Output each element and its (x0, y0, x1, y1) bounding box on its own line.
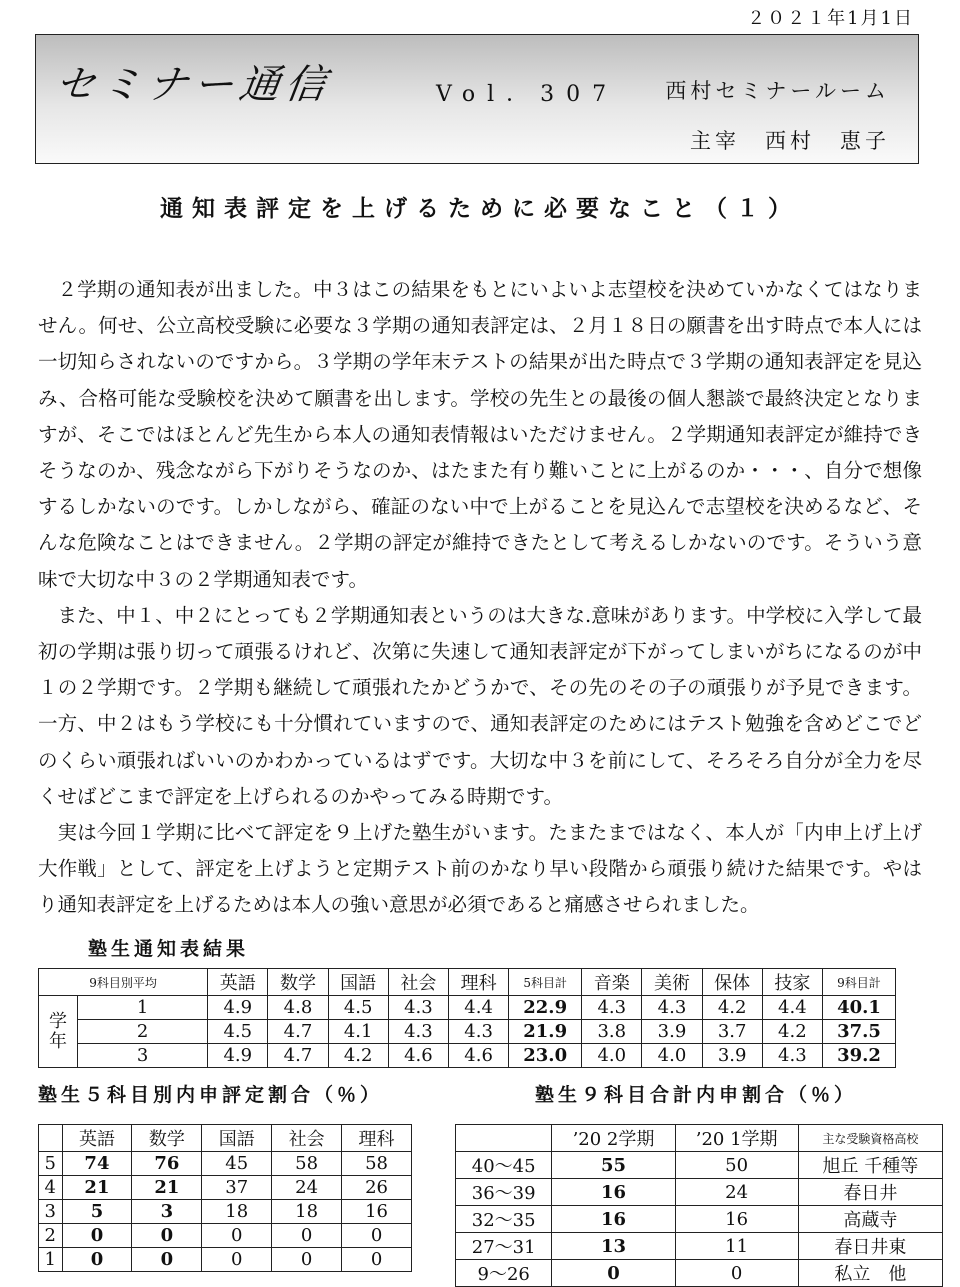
table-row (39, 1044, 896, 1068)
column-header: 英語 (62, 1125, 132, 1152)
table-row (39, 1248, 412, 1272)
school-cell: 旭丘 千種等 (798, 1152, 942, 1179)
value-cell: 4.3 (642, 996, 702, 1020)
column-header: 5科目計 (509, 969, 582, 996)
column-header: ’20 1学期 (675, 1125, 798, 1152)
value-cell: 4.0 (582, 1044, 642, 1068)
school-cell: 私立 他 (798, 1260, 942, 1287)
grade-average-table (38, 968, 896, 1068)
value-cell: 4.3 (582, 996, 642, 1020)
rating-cell: 2 (39, 1224, 63, 1248)
value-cell: 4.6 (388, 1044, 448, 1068)
percent-cell: 16 (675, 1206, 798, 1233)
table-row (39, 1020, 896, 1044)
percent-cell: 11 (675, 1233, 798, 1260)
table-row (456, 1179, 943, 1206)
table-header-row (456, 1125, 943, 1152)
percent-cell: 58 (342, 1152, 412, 1176)
value-cell: 4.5 (328, 996, 388, 1020)
owner-name: 主宰 西村 恵子 (690, 129, 890, 153)
table-row (39, 996, 896, 1020)
value-cell: 4.4 (762, 996, 822, 1020)
value-cell: 4.9 (208, 996, 268, 1020)
column-header: 理科 (342, 1125, 412, 1152)
table3-title: 塾生９科目合計内申割合（％） (535, 1084, 858, 1106)
value-cell: 4.7 (268, 1020, 328, 1044)
column-header (39, 1125, 63, 1152)
value-cell: 4.3 (388, 1020, 448, 1044)
grade-side-label: 学 年 (39, 996, 78, 1068)
school-cell: 高蔵寺 (798, 1206, 942, 1233)
percent-cell: 0 (342, 1248, 412, 1272)
column-header (456, 1125, 552, 1152)
table-corner-label: 9科目別平均 (39, 969, 208, 996)
school-cell: 春日井 (798, 1179, 942, 1206)
article-headline: 通知表評定を上げるために必要なこと（１） (160, 195, 800, 222)
table-row (39, 1200, 412, 1224)
percent-cell: 55 (552, 1152, 675, 1179)
value-cell: 4.9 (208, 1044, 268, 1068)
range-cell: 36～39 (456, 1179, 552, 1206)
value-cell: 3.9 (702, 1044, 762, 1068)
range-cell: 9～26 (456, 1260, 552, 1287)
value-cell: 4.6 (448, 1044, 508, 1068)
column-header: 理科 (448, 969, 508, 996)
table-header-row (39, 1125, 412, 1152)
table-row (456, 1152, 943, 1179)
grade-cell: 1 (78, 996, 208, 1020)
value-cell: 21.9 (509, 1020, 582, 1044)
value-cell: 4.2 (328, 1044, 388, 1068)
value-cell: 4.5 (208, 1020, 268, 1044)
value-cell: 37.5 (822, 1020, 895, 1044)
range-cell: 32～35 (456, 1206, 552, 1233)
grade-cell: 3 (78, 1044, 208, 1068)
value-cell: 3.7 (702, 1020, 762, 1044)
paragraph: ２学期の通知表が出ました。中３はこの結果をもとにいよいよ志望校を決めていかなくてはなりません。何せ、公立高校受験に必要な３学期の通知表評定は、２月１８日の願書を出す時点で本人には一切知らされないのですから。３学期の学年末テストの結果が出た時点で３学期の通知表評定を見込み、合格可能な受験校を決めて願書を出します。学校の先生との最後の個人懇談で最終決定となりますが、そこではほとんど先生から本人の通知表情報はいただけません。２学期通知表評定が維持できそうなのか、残念ながら下がりそうなのか、はたまた有り難いことに上がるのか・・・、自分で想像するしかないのです。しかしながら、確証のない中で上がることを見込んで志望校を決めるなど、そんな危険なことはできません。２学期の評定が維持できたとして考えるしかないのです。そういう意味で大切な中３の２学期通知表です。 (38, 278, 922, 591)
percent-cell: 3 (132, 1200, 202, 1224)
percent-cell: 16 (552, 1179, 675, 1206)
school-cell: 春日井東 (798, 1233, 942, 1260)
table-row (39, 1224, 412, 1248)
value-cell: 4.3 (762, 1044, 822, 1068)
percent-cell: 50 (675, 1152, 798, 1179)
range-cell: 27～31 (456, 1233, 552, 1260)
column-header: 国語 (202, 1125, 272, 1152)
column-header: 9科目計 (822, 969, 895, 996)
percent-cell: 18 (202, 1200, 272, 1224)
value-cell: 22.9 (509, 996, 582, 1020)
percent-cell: 0 (132, 1224, 202, 1248)
table-row (456, 1260, 943, 1287)
rating-cell: 4 (39, 1176, 63, 1200)
article-body (38, 272, 922, 924)
percent-cell: 45 (202, 1152, 272, 1176)
value-cell: 4.4 (448, 996, 508, 1020)
column-header: 音楽 (582, 969, 642, 996)
table-row (39, 1152, 412, 1176)
five-subject-ratio-table (38, 1124, 412, 1272)
column-header: 主な受験資格高校 (798, 1125, 942, 1152)
table1-title: 塾生通知表結果 (88, 938, 250, 960)
column-header: 数学 (132, 1125, 202, 1152)
percent-cell: 58 (272, 1152, 342, 1176)
percent-cell: 16 (342, 1200, 412, 1224)
newsletter-title: セミナー通信 (52, 62, 335, 108)
column-header: 技家 (762, 969, 822, 996)
percent-cell: 18 (272, 1200, 342, 1224)
value-cell: 4.2 (702, 996, 762, 1020)
value-cell: 4.0 (642, 1044, 702, 1068)
value-cell: 4.1 (328, 1020, 388, 1044)
table-row (456, 1233, 943, 1260)
percent-cell: 0 (552, 1260, 675, 1287)
rating-cell: 5 (39, 1152, 63, 1176)
percent-cell: 76 (132, 1152, 202, 1176)
volume-number: Vol．307 (436, 82, 619, 107)
percent-cell: 24 (675, 1179, 798, 1206)
value-cell: 4.7 (268, 1044, 328, 1068)
paragraph: 実は今回１学期に比べて評定を９上げた塾生がいます。たまたまではなく、本人が「内申上げ上げ大作戦」として、評定を上げようと定期テスト前のかなり早い段階から頑張り続けた結果です。やはり通知表評定を上げるためは本人の強い意思が必須であると痛感させられました。 (38, 821, 922, 917)
value-cell: 3.8 (582, 1020, 642, 1044)
value-cell: 3.9 (642, 1020, 702, 1044)
column-header: 国語 (328, 969, 388, 996)
value-cell: 4.2 (762, 1020, 822, 1044)
percent-cell: 26 (342, 1176, 412, 1200)
percent-cell: 5 (62, 1200, 132, 1224)
column-header: 数学 (268, 969, 328, 996)
column-header: 美術 (642, 969, 702, 996)
percent-cell: 24 (272, 1176, 342, 1200)
percent-cell: 0 (272, 1248, 342, 1272)
column-header: 英語 (208, 969, 268, 996)
rating-cell: 1 (39, 1248, 63, 1272)
column-header: 社会 (388, 969, 448, 996)
value-cell: 39.2 (822, 1044, 895, 1068)
percent-cell: 37 (202, 1176, 272, 1200)
newsletter-banner (35, 34, 919, 164)
grade-cell: 2 (78, 1020, 208, 1044)
percent-cell: 0 (62, 1224, 132, 1248)
percent-cell: 0 (202, 1224, 272, 1248)
table-header-row (39, 969, 896, 996)
percent-cell: 0 (62, 1248, 132, 1272)
percent-cell: 21 (62, 1176, 132, 1200)
value-cell: 4.8 (268, 996, 328, 1020)
rating-cell: 3 (39, 1200, 63, 1224)
percent-cell: 0 (202, 1248, 272, 1272)
percent-cell: 16 (552, 1206, 675, 1233)
table-row (39, 1176, 412, 1200)
organization-name: 西村セミナールーム (665, 79, 890, 103)
nine-subject-ratio-table (455, 1124, 943, 1287)
value-cell: 4.3 (388, 996, 448, 1020)
percent-cell: 13 (552, 1233, 675, 1260)
range-cell: 40～45 (456, 1152, 552, 1179)
issue-date: ２０２１年1月1日 (747, 8, 914, 29)
value-cell: 23.0 (509, 1044, 582, 1068)
value-cell: 40.1 (822, 996, 895, 1020)
column-header: 社会 (272, 1125, 342, 1152)
value-cell: 4.3 (448, 1020, 508, 1044)
column-header: ’20 2学期 (552, 1125, 675, 1152)
percent-cell: 21 (132, 1176, 202, 1200)
paragraph: また、中１、中２にとっても２学期通知表というのは大きな.意味があります。中学校に入学して最初の学期は張り切って頑張るけれど、次第に失速して通知表評定が下がってしまいがちになるのが中１の２学期です。２学期も継続して頑張れたかどうかで、その先のその子の頑張りが予見できます。一方、中２はもう学校にも十分慣れていますので、通知表評定のためにはテスト勉強を含めどこでどのくらい頑張ればいいのかわかっているはずです。大切な中３を前にして、そろそろ自分が全力を尽くせばどこまで評定を上げられるのかやってみる時期です。 (38, 603, 922, 808)
table2-title: 塾生５科目別内申評定割合（％） (38, 1084, 384, 1106)
percent-cell: 0 (132, 1248, 202, 1272)
percent-cell: 0 (675, 1260, 798, 1287)
percent-cell: 74 (62, 1152, 132, 1176)
percent-cell: 0 (342, 1224, 412, 1248)
percent-cell: 0 (272, 1224, 342, 1248)
table-row (456, 1206, 943, 1233)
column-header: 保体 (702, 969, 762, 996)
